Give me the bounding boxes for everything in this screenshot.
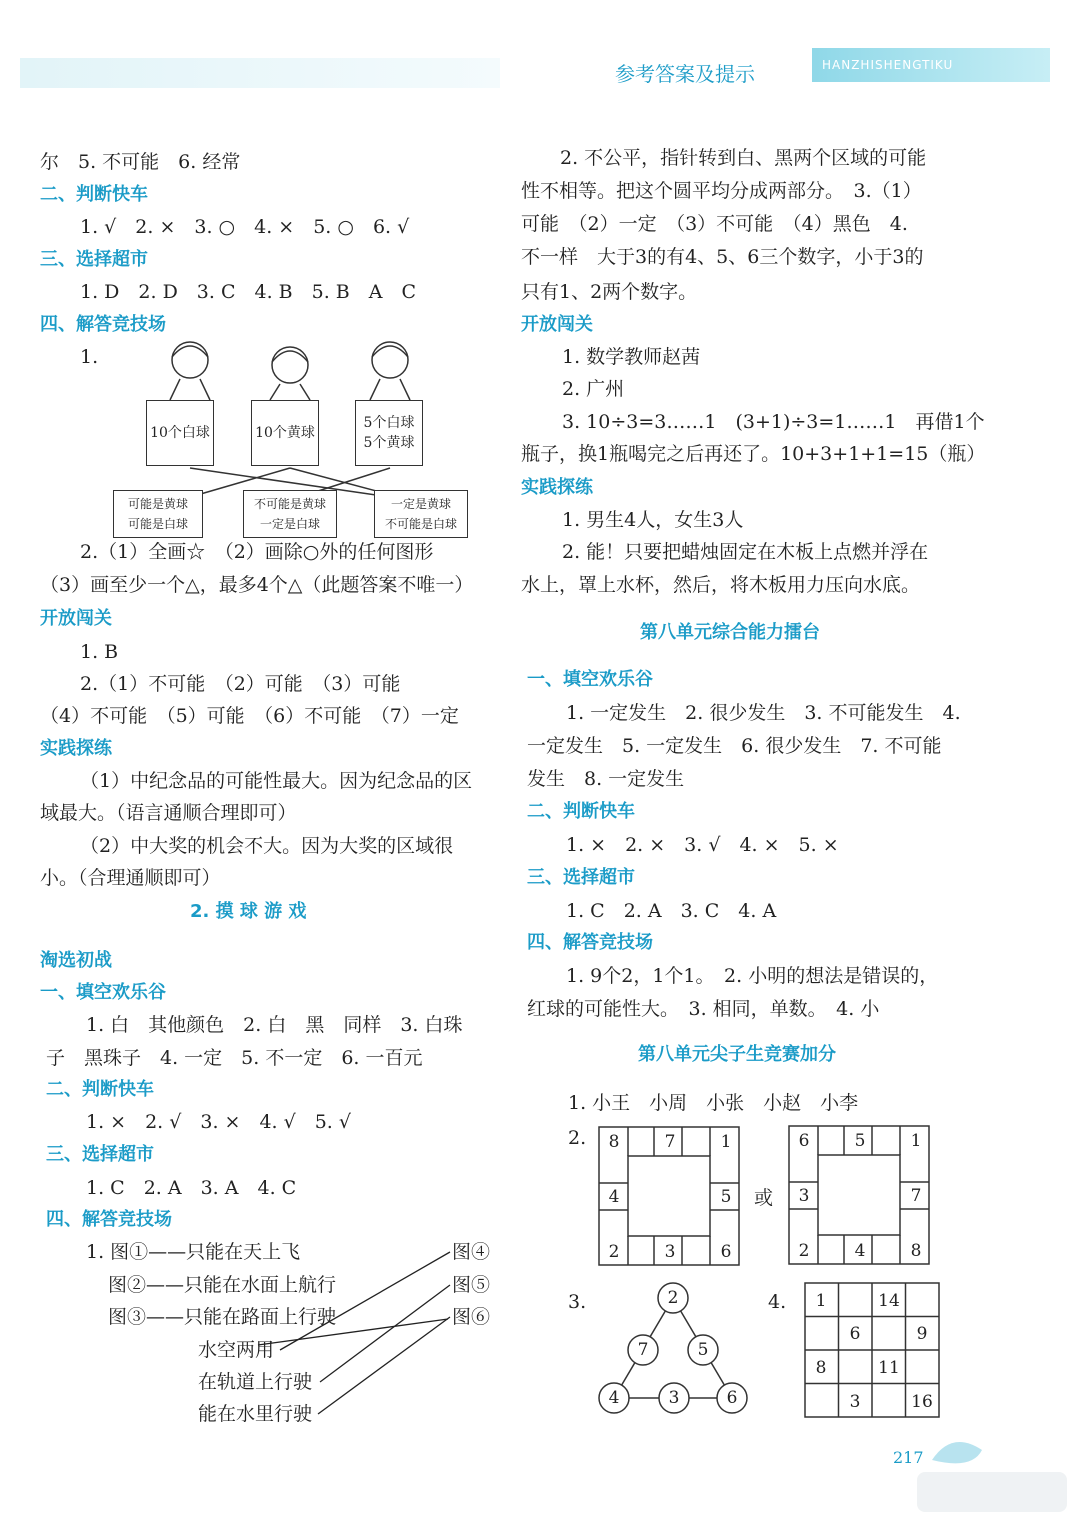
grid-cell: 4 [854,1241,866,1261]
text-line: 2.（1）全画☆ （2）画除○外的任何图形 [80,541,434,563]
triangle-value: 6 [726,1388,738,1408]
box-label: 5个白球 5个黄球 [363,415,415,451]
match-extra-item: 能在水里行驶 [198,1403,313,1425]
square-cell: 14 [878,1291,900,1311]
text-line: 水上，罩上水杯，然后，将木板用力压向水底。 [521,574,921,596]
grid-cell: 2 [798,1241,810,1261]
text-line: 2. 能！只要把蜡烛固定在木板上点燃并浮在 [562,541,929,563]
text-line: 1. 男生4人，女生3人 [562,509,744,531]
text-line: 1. C 2. A 3. A 4. C [86,1177,297,1199]
watermark-logo-icon [912,1420,1072,1520]
grid-cell: 8 [910,1241,922,1261]
section-heading: 二、判断快车 [40,184,148,205]
page-header-title: 参考答案及提示 [615,62,755,86]
or-label: 或 [754,1187,774,1209]
grid-cell: 6 [720,1242,732,1262]
match-lines [0,0,520,1440]
text-line: 1. × 2. √ 3. × 4. √ 5. √ [86,1111,351,1133]
section-heading: 三、选择超市 [40,249,148,270]
question-number: 2. [568,1127,587,1149]
section-heading: 四、解答竞技场 [46,1209,172,1230]
section-heading: 开放闯关 [40,608,112,629]
grid-cell: 4 [608,1187,620,1207]
box-label: 可能是黄球 可能是白球 [127,497,188,531]
text-line: （1）中纪念品的可能性最大。因为纪念品的区 [80,770,473,792]
section-heading: 三、选择超市 [527,867,635,888]
grid-cell: 5 [854,1131,866,1151]
text-line: 1. B [80,641,119,663]
text-line: 1. 一定发生 2. 很少发生 3. 不可能发生 4. [566,702,961,724]
box-label: 10个黄球 [255,425,315,441]
match-left-item: 图②——只能在水面上航行 [108,1274,337,1296]
text-line: 2.（1）不可能 （2）可能 （3）可能 [80,673,401,695]
text-line: 瓶子，换1瓶喝完之后再还了。10+3+1+1=15（瓶） [521,443,986,465]
section-heading: 淘选初战 [40,950,112,971]
grid-cell: 5 [720,1187,732,1207]
header-tag: HANZHISHENGTIKU [812,48,1050,82]
triangle-value: 7 [637,1340,649,1360]
section-heading: 实践探练 [40,738,112,759]
square-cell: 6 [849,1324,861,1344]
text-line: 性不相等。把这个圆平均分成两部分。 3.（1） [521,180,922,202]
triangle-value: 4 [608,1388,620,1408]
text-line: 发生 8. 一定发生 [527,768,685,790]
grid-cell: 3 [798,1186,810,1206]
grid-cell: 8 [608,1132,620,1152]
triangle-value: 3 [668,1388,680,1408]
text-line: 红球的可能性大。 3. 相同，单数。 4. 小 [527,998,880,1020]
grid-cell: 1 [720,1132,732,1152]
section-heading: 三、选择超市 [46,1144,154,1165]
text-line: （4）不可能 （5）可能 （6）不可能 （7）一定 [40,705,459,727]
match-right-item: 图⑤ [452,1274,491,1296]
text-line: 尔 5. 不可能 6. 经常 [40,151,241,173]
match-right-item: 图⑥ [452,1306,491,1328]
grid-cell: 7 [910,1186,922,1206]
page-number: 217 [893,1448,924,1467]
question-number: 3. [568,1291,587,1313]
text-line: 小。（合理通顺即可） [40,867,221,889]
text-line: 一定发生 5. 一定发生 6. 很少发生 7. 不可能 [527,735,942,757]
text-line: 只有1、2两个数字。 [521,281,698,303]
section-title: 第八单元尖子生竞赛加分 [638,1044,836,1065]
match-extra-item: 在轨道上行驶 [198,1371,313,1393]
text-line: 子 黑珠子 4. 一定 5. 不一定 6. 一百元 [46,1047,423,1069]
section-heading: 实践探练 [521,477,593,498]
grid-cell: 2 [608,1242,620,1262]
square-cell: 3 [849,1392,861,1412]
text-line: 1. 白 其他颜色 2. 白 黑 同样 3. 白珠 [86,1014,463,1036]
text-line: （3）画至少一个△，最多4个△（此题答案不唯一） [40,574,474,596]
text-line: 1. 小王 小周 小张 小赵 小李 [568,1092,859,1114]
text-line: （2）中大奖的机会不大。因为大奖的区域很 [80,835,454,857]
box-label: 一定是黄球 不可能是白球 [384,497,457,531]
match-left-item: 1. 图①——只能在天上飞 [86,1241,301,1263]
grid-cell: 3 [664,1242,676,1262]
square-cell: 11 [878,1358,900,1378]
section-title: 第八单元综合能力擂台 [640,622,820,643]
text-line: 1. [80,346,99,368]
box-label: 不可能是黄球 一定是白球 [253,497,326,531]
square-cell: 8 [815,1358,827,1378]
triangle-value: 5 [697,1340,709,1360]
section-heading: 四、解答竞技场 [40,314,166,335]
section-heading: 一、填空欢乐谷 [527,669,653,690]
text-line: 1. × 2. × 3. √ 4. × 5. × [566,834,839,856]
match-left-item: 图③——只能在路面上行驶 [108,1306,337,1328]
square-cell: 16 [911,1392,933,1412]
text-line: 2. 不公平，指针转到白、黑两个区域的可能 [560,147,927,169]
text-line: 2. 广州 [562,378,625,400]
section-heading: 四、解答竞技场 [527,932,653,953]
text-line: 1. 9个2，1个1。 2. 小明的想法是错误的， [566,965,939,987]
text-line: 1. C 2. A 3. C 4. A [566,900,777,922]
section-heading: 二、判断快车 [527,801,635,822]
grid-cell: 7 [664,1132,676,1152]
text-line: 3. 10÷3=3……1 (3+1)÷3=1……1 再借1个 [562,411,985,433]
text-line: 1. D 2. D 3. C 4. B 5. B A C [80,281,417,303]
text-line: 1. 数学教师赵茜 [562,346,701,368]
text-line: 1. √ 2. × 3. ○ 4. × 5. ○ 6. √ [80,216,410,238]
text-line: 可能 （2）一定 （3）不可能 （4）黑色 4. [521,213,908,235]
section-heading: 开放闯关 [521,314,593,335]
section-heading: 一、填空欢乐谷 [40,982,166,1003]
text-line: 不一样 大于3的有4、5、6三个数字，小于3的 [521,246,924,268]
grid-cell: 6 [798,1131,810,1151]
question-number: 4. [768,1291,787,1313]
triangle-value: 2 [667,1288,679,1308]
match-right-item: 图④ [452,1241,491,1263]
section-heading: 二、判断快车 [46,1079,154,1100]
box-label: 10个白球 [150,425,210,441]
section-title: 2. 摸 球 游 戏 [190,901,307,922]
square-cell: 9 [916,1324,928,1344]
text-line: 域最大。（语言通顺合理即可） [40,802,297,824]
match-extra-item: 水空两用 [198,1339,275,1361]
grid-cell: 1 [910,1131,922,1151]
square-cell: 1 [815,1291,827,1311]
